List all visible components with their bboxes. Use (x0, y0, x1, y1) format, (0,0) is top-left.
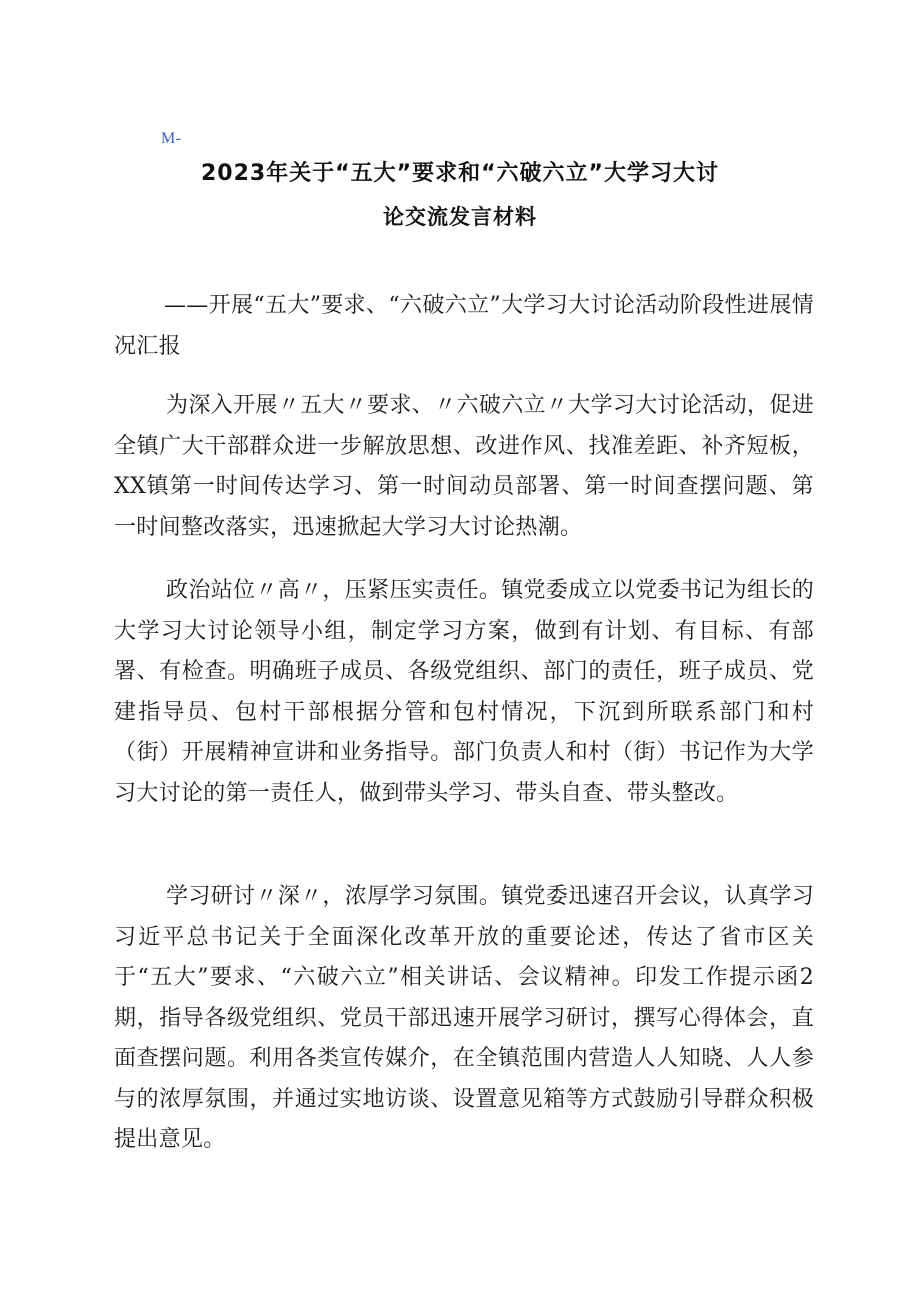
page-marker: M- (161, 130, 182, 147)
paragraph-study-discussion: 学习研讨〃深〃，浓厚学习氛围。镇党委迅速召开会议，认真学习习近平总书记关于全面深化改革开放的重要论述，传达了省市区关于“五大”要求、“六破六立”相关讲话、会议精神。印发工作提示函2期，指导各级党组织、党员干部迅速开展学习研讨，撰写心得体会，直面查摆问题。利用各类宣传媒介，在全镇范围内营造人人知晓、人人参与的浓厚氛围，并通过实地访谈、设置意见箱等方式鼓励引导群众积极提出意见。 (114, 884, 814, 1152)
paragraph-political-stance: 政治站位〃高〃，压紧压实责任。镇党委成立以党委书记为组长的大学习大讨论领导小组，制定学习方案，做到有计划、有目标、有部署、有检查。明确班子成员、各级党组织、部门的责任，班子成员、党建指导员、包村干部根据分管和包村情况，下沉到所联系部门和村（街）开展精神宣讲和业务指导。部门负责人和村（街）书记作为大学习大讨论的第一责任人，做到带头学习、带头自查、带头整改。 (114, 578, 814, 806)
document-subtitle: ——开展“五大”要求、“六破六立”大学习大讨论活动阶段性进展情况汇报 (114, 293, 814, 359)
paragraph-intro: 为深入开展〃五大〃要求、〃六破六立〃大学习大讨论活动，促进全镇广大干部群众进一步解放思想、改进作风、找准差距、补齐短板，XX镇第一时间传达学习、第一时间动员部署、第一时间查摆问题、第一时间整改落实，迅速掀起大学习大讨论热潮。 (114, 393, 814, 540)
document-title-line-2: 论交流发言材料 (383, 205, 537, 229)
document-title-line-1: 2023年关于“五大”要求和“六破六立”大学习大讨 (200, 161, 720, 186)
